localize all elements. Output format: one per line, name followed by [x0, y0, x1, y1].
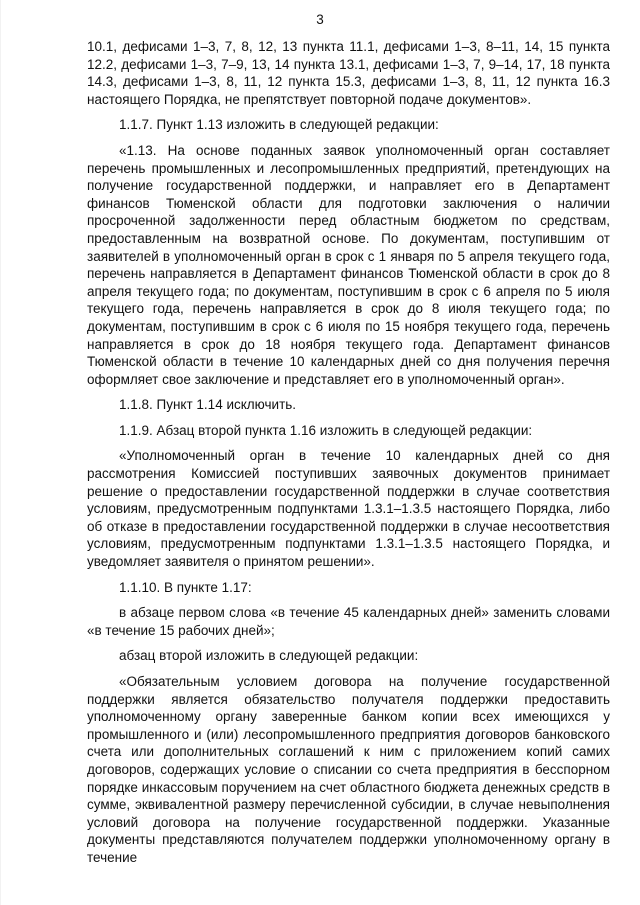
paragraph-clause-1-1-9: 1.1.9. Абзац второй пункта 1.16 изложить в следующей редакции:	[119, 422, 533, 438]
paragraph-second-abzac: абзац второй изложить в следующей редакции:	[119, 648, 419, 664]
paragraph-quote-1-13: «1.13. На основе поданных заявок уполномоченный орган составляет перечень промышленных и лесопромышленных предприятий, претендующих на получение государственной поддержки, и направляет его в Департамент финансов Тюменской области для подготовки заключения о наличии просроченной задолженности перед областным бюджетом по средствам, предоставленным на возвратной основе. По документам, поступившим от заявителей в уполномоченный орган в срок с 1 января по 5 апреля текущего года, перечень направляется в Департамент финансов Тюменской области в срок до 8 апреля текущего года; по документам, поступившим в срок с 6 апреля по 5 июля текущего года, перечень направляется в срок до 8 июля текущего года; по документам, поступившим в срок с 6 июля по 15 ноября текущего года, перечень направляется в срок до 18 ноября текущего года. Департамент финансов Тюменской области в течение 10 календарных дней со дня получения перечня оформляет свое заключение и представляет его в уполномоченный орган».	[87, 142, 610, 387]
paragraph-first-abzac: в абзаце первом слова «в течение 45 календарных дней» заменить словами «в течение 15 рабочих дней»;	[87, 605, 610, 638]
paragraph-clause-1-1-8: 1.1.8. Пункт 1.14 исключить.	[119, 397, 297, 413]
paragraph-quote-1-16: «Уполномоченный орган в течение 10 календарных дней со дня рассмотрения Комиссией поступивших заявочных документов принимает решение о предоставлении государственной поддержки в случае соответствия условиям, предусмотренным подпунктами 1.3.1–1.3.5 настоящего Порядка, либо об отказе в предоставлении государственной поддержки в случае несоответствия условиям, предусмотренным подпунктами 1.3.1–1.3.5 настоящего Порядка, и уведомляет заявителя о принятом решении».	[87, 448, 610, 570]
page-edge	[0, 0, 1, 905]
page-number: 3	[316, 12, 324, 27]
paragraph-clause-1-1-7: 1.1.7. Пункт 1.13 изложить в следующей редакции:	[119, 117, 439, 133]
paragraph-clause-1-1-10: 1.1.10. В пункте 1.17:	[119, 579, 252, 595]
paragraph-continuation: 10.1, дефисами 1–3, 7, 8, 12, 13 пункта 11.1, дефисами 1–3, 8–11, 14, 15 пункта 12.2, дефисами 1–3, 7–9, 13, 14 пункта 13.1, дефисами 1–3, 7, 9–14, 17, 18 пункта 14.3, дефисами 1–3, 8, 11, 12 пункта 15.3, дефисами 1–3, 8, 11, 12 пункта 16.3 настоящего Порядка, не препятствует повторной подаче документов».	[87, 39, 610, 107]
paragraph-quote-condition: «Обязательным условием договора на получение государственной поддержки является обязательство получателя поддержки предоставить уполномоченному органу заверенные банком копии всех имеющихся у промышленного и (или) лесопромышленного предприятия договоров банковского счета или дополнительных соглашений к ним с приложением копий самих договоров, содержащих условие о списании со счета предприятия в бесспорном порядке инкассовым поручением на счет областного бюджета денежных средств в сумме, эквивалентной размеру перечисленной субсидии, в случае невыполнения условий договора на получение государственной поддержки. Указанные документы представляются получателем поддержки уполномоченному органу в течение	[87, 674, 610, 865]
document-body	[87, 38, 610, 867]
